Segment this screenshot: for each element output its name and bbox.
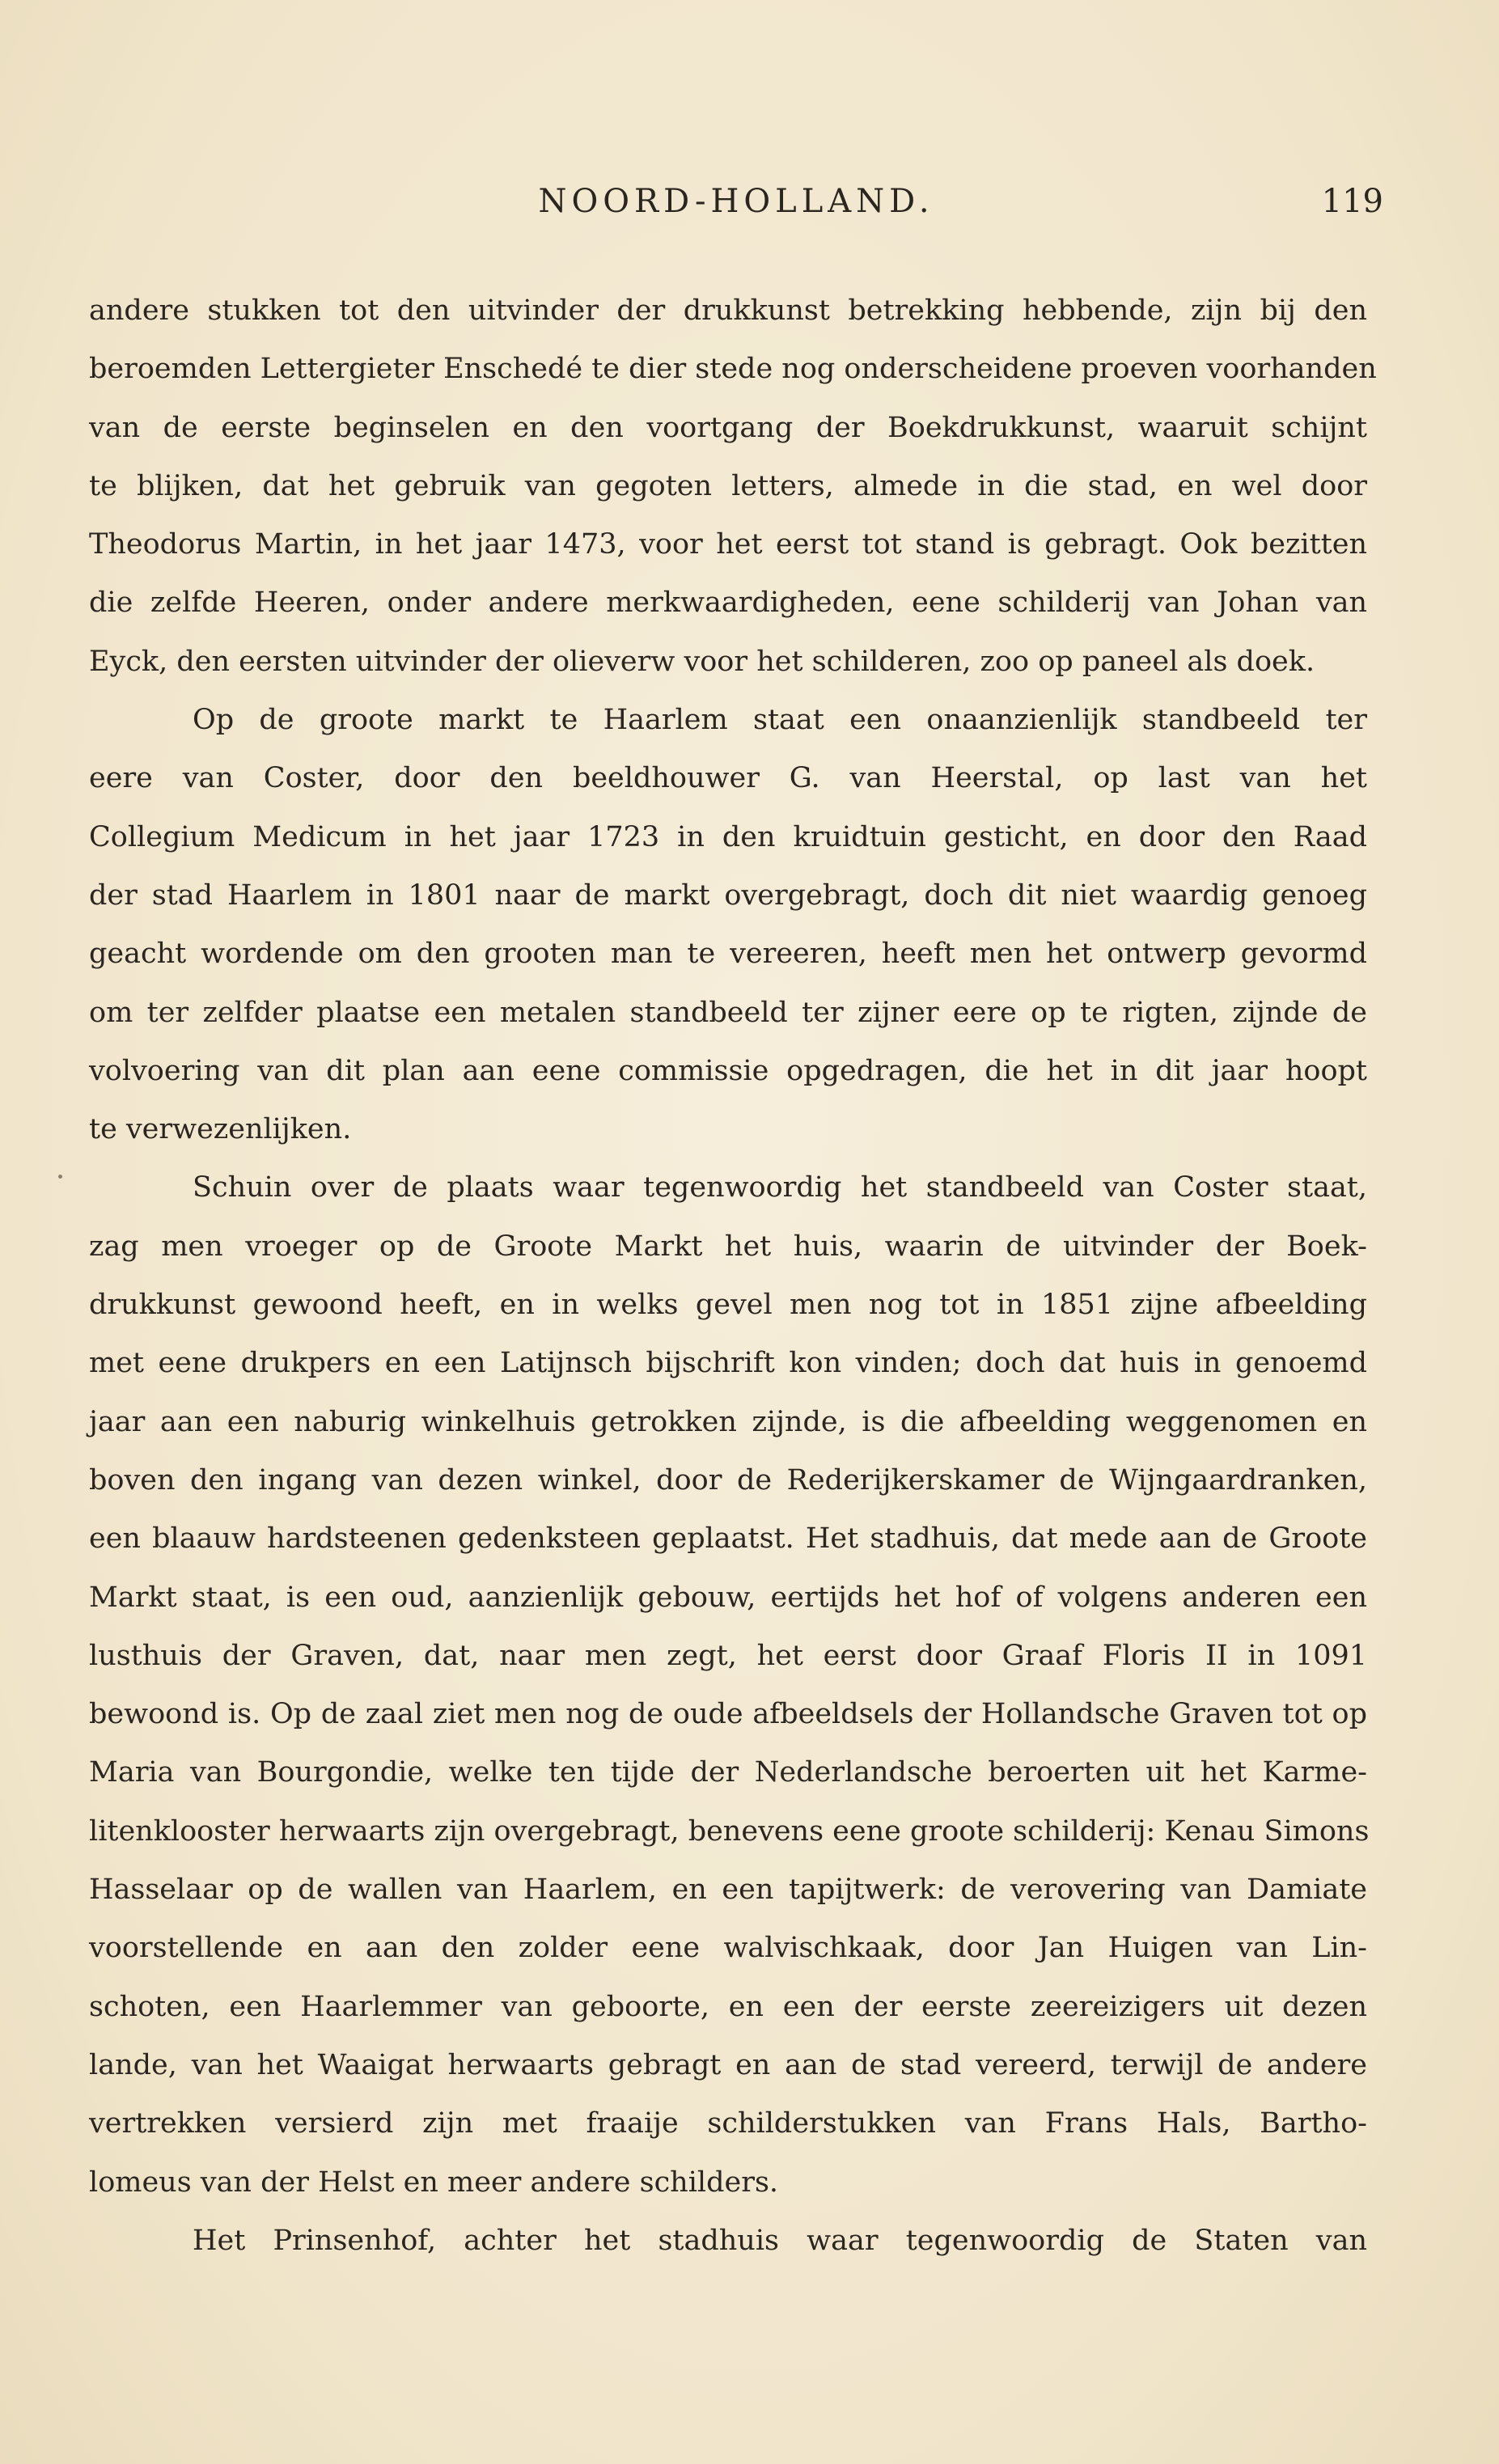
text-line: volvoering van dit plan aan eene commissie opgedragen, die het in dit jaar hoopt xyxy=(89,1054,1367,1087)
text-line: bewoond is. Op de zaal ziet men nog de oude afbeeldsels der Hollandsche Graven tot op xyxy=(89,1698,1367,1731)
page-number: 119 xyxy=(1321,183,1383,220)
text-line: die zelfde Heeren, onder andere merkwaardigheden, eene schilderij van Johan van xyxy=(89,586,1367,620)
text-line: voorstellende en aan den zolder eene walvischkaak, door Jan Huigen van Lin- xyxy=(89,1932,1367,1965)
text-line: Collegium Medicum in het jaar 1723 in den kruidtuin gesticht, en door den Raad xyxy=(89,820,1367,853)
body-text xyxy=(89,282,1377,2270)
text-line: van de eerste beginselen en den voortgang der Boekdrukkunst, waaruit schijnt xyxy=(89,411,1367,444)
text-line: zag men vroeger op de Groote Markt het huis, waarin de uitvinder der Boek- xyxy=(89,1230,1367,1263)
text-line: vertrekken versierd zijn met fraaije schilderstukken van Frans Hals, Bartho- xyxy=(89,2107,1367,2140)
running-title: NOORD-HOLLAND. xyxy=(538,183,934,220)
text-line: litenklooster herwaarts zijn overgebragt, benevens eene groote schilderij: Kenau Simons xyxy=(89,1814,1370,1848)
text-line: Eyck, den eersten uitvinder der olieverw voor het schilderen, zoo op paneel als doek. xyxy=(89,645,1315,678)
text-line: Het Prinsenhof, achter het stadhuis waar tegenwoordig de Staten van xyxy=(193,2224,1367,2257)
text-line: Markt staat, is een oud, aanzienlijk gebouw, eertijds het hof of volgens anderen een xyxy=(89,1581,1367,1614)
text-line: andere stukken tot den uitvinder der drukkunst betrekking hebbende, zijn bij den xyxy=(89,294,1367,327)
text-line: drukkunst gewoond heeft, en in welks gevel men nog tot in 1851 zijne afbeelding xyxy=(89,1289,1367,1322)
text-line: der stad Haarlem in 1801 naar de markt overgebragt, doch dit niet waardig genoeg xyxy=(89,878,1367,912)
text-line: te verwezenlijken. xyxy=(89,1113,352,1146)
text-line: Theodorus Martin, in het jaar 1473, voor het eerst tot stand is gebragt. Ook bezitten xyxy=(89,528,1367,561)
text-line: boven den ingang van dezen winkel, door de Rederijkerskamer de Wijngaardranken, xyxy=(89,1463,1367,1497)
text-line: lomeus van der Helst en meer andere schilders. xyxy=(89,2166,779,2199)
text-line: schoten, een Haarlemmer van geboorte, en een der eerste zeereizigers uit dezen xyxy=(89,1990,1367,2023)
text-line: Maria van Bourgondie, welke ten tijde der Nederlandsche beroerten uit het Karme- xyxy=(89,1756,1367,1789)
text-line: beroemden Lettergieter Enschedé te dier stede nog onderscheidene proeven voorhanden xyxy=(89,353,1377,386)
text-line: om ter zelfder plaatse een metalen standbeeld ter zijner eere op te rigten, zijnde de xyxy=(89,996,1367,1029)
text-line: met eene drukpers en een Latijnsch bijschrift kon vinden; doch dat huis in genoemd xyxy=(89,1347,1367,1380)
text-line: lande, van het Waaigat herwaarts gebragt en aan de stad vereerd, terwijl de andere xyxy=(89,2048,1367,2081)
text-line: een blaauw hardsteenen gedenksteen geplaatst. Het stadhuis, dat mede aan de Groote xyxy=(89,1522,1367,1556)
text-line: Op de groote markt te Haarlem staat een onaanzienlijk standbeeld ter xyxy=(193,704,1367,737)
text-line: lusthuis der Graven, dat, naar men zegt, het eerst door Graaf Floris II in 1091 xyxy=(89,1639,1367,1672)
text-line: Hasselaar op de wallen van Haarlem, en een tapijtwerk: de verovering van Damiate xyxy=(89,1873,1367,1907)
margin-mark xyxy=(58,1175,62,1179)
text-line: jaar aan een naburig winkelhuis getrokken zijnde, is die afbeelding weggenomen en xyxy=(89,1405,1367,1438)
text-line: geacht wordende om den grooten man te vereeren, heeft men het ontwerp gevormd xyxy=(89,938,1367,971)
text-line: eere van Coster, door den beeldhouwer G. van Heerstal, op last van het xyxy=(89,762,1367,795)
text-line: Schuin over de plaats waar tegenwoordig het standbeeld van Coster staat, xyxy=(193,1171,1367,1204)
text-line: te blijken, dat het gebruik van gegoten letters, almede in die stad, en wel door xyxy=(89,469,1367,502)
running-header xyxy=(89,183,1383,231)
